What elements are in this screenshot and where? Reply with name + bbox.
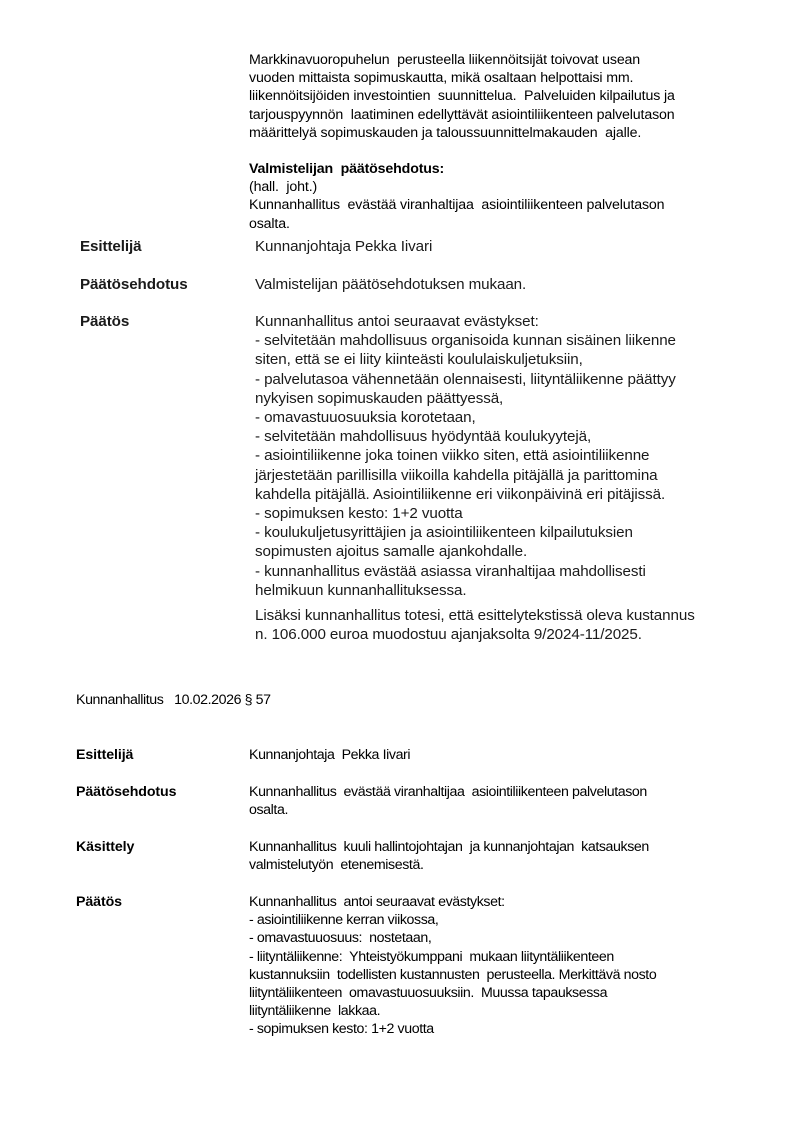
decision-line: - sopimuksen kesto: 1+2 vuotta: [255, 505, 463, 523]
preparer-proposal: [249, 160, 664, 233]
preparer-proposal-heading: Valmistelijan päätösehdotus:: [249, 161, 445, 177]
decision-line: - koulukuljetusyrittäjien ja asiointiliikenteen kilpailutuksien: [255, 524, 633, 542]
decision-additional: [255, 606, 695, 644]
presenter-value-text: Kunnanjohtaja Pekka Iivari: [255, 238, 433, 255]
intro-line: määrittelyä sopimuskauden ja taloussuunnittelmakauden ajalle.: [249, 124, 642, 141]
decision-line: järjestetään parillisilla viikoilla kahdella pitäjällä ja parittomina: [255, 466, 658, 484]
handling-label: Käsittely: [76, 839, 135, 855]
preparer-proposal-author: (hall. joht.): [249, 179, 318, 196]
decision-line: - asiointiliikenne joka toinen viikko siten, että asiointiliikenne: [255, 447, 650, 465]
decision-line: nykyisen sopimuskauden päättyessä,: [255, 389, 504, 407]
decision-line: sopimusten ajoitus samalle ajankohdalle.: [255, 543, 528, 561]
handling-body: [249, 838, 649, 874]
presenter-value: [255, 237, 432, 256]
meeting-header-text: Kunnanhallitus 10.02.2026 § 57: [76, 692, 271, 708]
decision-line: - kunnanhallitus evästää asiassa viranhaltijaa mahdollisesti: [255, 562, 646, 580]
decision-line: - omavastuuosuuksia korotetaan,: [255, 409, 476, 427]
intro-line: Markkinavuoropuhelun perusteella liikennöitsijät toivovat usean: [249, 52, 641, 68]
decision-line: helmikuun kunnanhallituksessa.: [255, 581, 467, 599]
proposal-line-2: osalta.: [249, 802, 289, 819]
decision-line-2: - liityntäliikenne: Yhteistyökumppani mukaan liityntäliikenteen: [249, 948, 614, 965]
intro-paragraph: [249, 51, 675, 142]
intro-line: vuoden mittaista sopimuskautta, mikä osaltaan helpottaisi mm.: [249, 70, 634, 87]
handling-line: valmistelutyön etenemisestä.: [249, 857, 424, 874]
intro-line: liikennöitsijöiden investointien suunnittelua. Palveluiden kilpailutus ja: [249, 88, 675, 105]
proposal-value: [255, 275, 526, 294]
presenter-label: Esittelijä: [80, 238, 142, 255]
decision-body: [255, 312, 676, 600]
decision-line-2: - asiointiliikenne kerran viikossa,: [249, 912, 439, 929]
proposal-value-text: Valmistelijan päätösehdotuksen mukaan.: [255, 276, 527, 293]
decision-body-2: [249, 893, 656, 1039]
proposal-label: Päätösehdotus: [80, 276, 188, 293]
proposal-line-2: Kunnanhallitus evästää viranhaltijaa asiointiliikenteen palvelutason: [249, 784, 647, 800]
handling-line: Kunnanhallitus kuuli hallintojohtajan ja kunnanjohtajan katsauksen: [249, 839, 649, 855]
presenter-label-2: Esittelijä: [76, 747, 134, 763]
presenter-value-2-text: Kunnanjohtaja Pekka Iivari: [249, 747, 411, 763]
proposal-body-2: [249, 783, 647, 819]
decision-additional-line: n. 106.000 euroa muodostuu ajanjaksolta 9/2024-11/2025.: [255, 626, 642, 644]
meeting-header: [76, 691, 271, 709]
decision-line: - selvitetään mahdollisuus hyödyntää koulukyytejä,: [255, 428, 592, 446]
decision-line: kahdella pitäjällä. Asiointiliikenne eri viikonpäivinä eri pitäjissä.: [255, 485, 666, 503]
preparer-proposal-line: osalta.: [249, 215, 290, 232]
decision-line-2: kustannuksiin todellisten kustannusten perusteella. Merkittävä nosto: [249, 966, 657, 983]
presenter-value-2: [249, 746, 410, 764]
decision-label: Päätös: [80, 313, 130, 330]
decision-line: - selvitetään mahdollisuus organisoida kunnan sisäinen liikenne: [255, 332, 676, 350]
decision-line-2: liityntäliikenteen omavastuuosuuksiin. Muussa tapauksessa: [249, 985, 608, 1002]
proposal-label-2: Päätösehdotus: [76, 784, 177, 800]
preparer-proposal-line: Kunnanhallitus evästää viranhaltijaa asiointiliikenteen palvelutason: [249, 197, 665, 214]
decision-line-2: - sopimuksen kesto: 1+2 vuotta: [249, 1021, 434, 1038]
decision-line: - palvelutasoa vähennetään olennaisesti, liityntäliikenne päättyy: [255, 370, 676, 388]
decision-line-2: liityntäliikenne lakkaa.: [249, 1003, 381, 1020]
decision-line: siten, että se ei liity kiinteästi koululaiskuljetuksiin,: [255, 351, 583, 369]
decision-line: Kunnanhallitus antoi seuraavat evästykset:: [255, 313, 539, 330]
decision-line-2: Kunnanhallitus antoi seuraavat evästykset:: [249, 894, 505, 910]
decision-label-2: Päätös: [76, 894, 122, 910]
decision-additional-line: Lisäksi kunnanhallitus totesi, että esittelytekstissä oleva kustannus: [255, 607, 695, 624]
intro-line: tarjouspyynnön laatiminen edellyttävät asiointiliikenteen palvelutason: [249, 106, 675, 123]
decision-line-2: - omavastuuosuus: nostetaan,: [249, 930, 432, 947]
